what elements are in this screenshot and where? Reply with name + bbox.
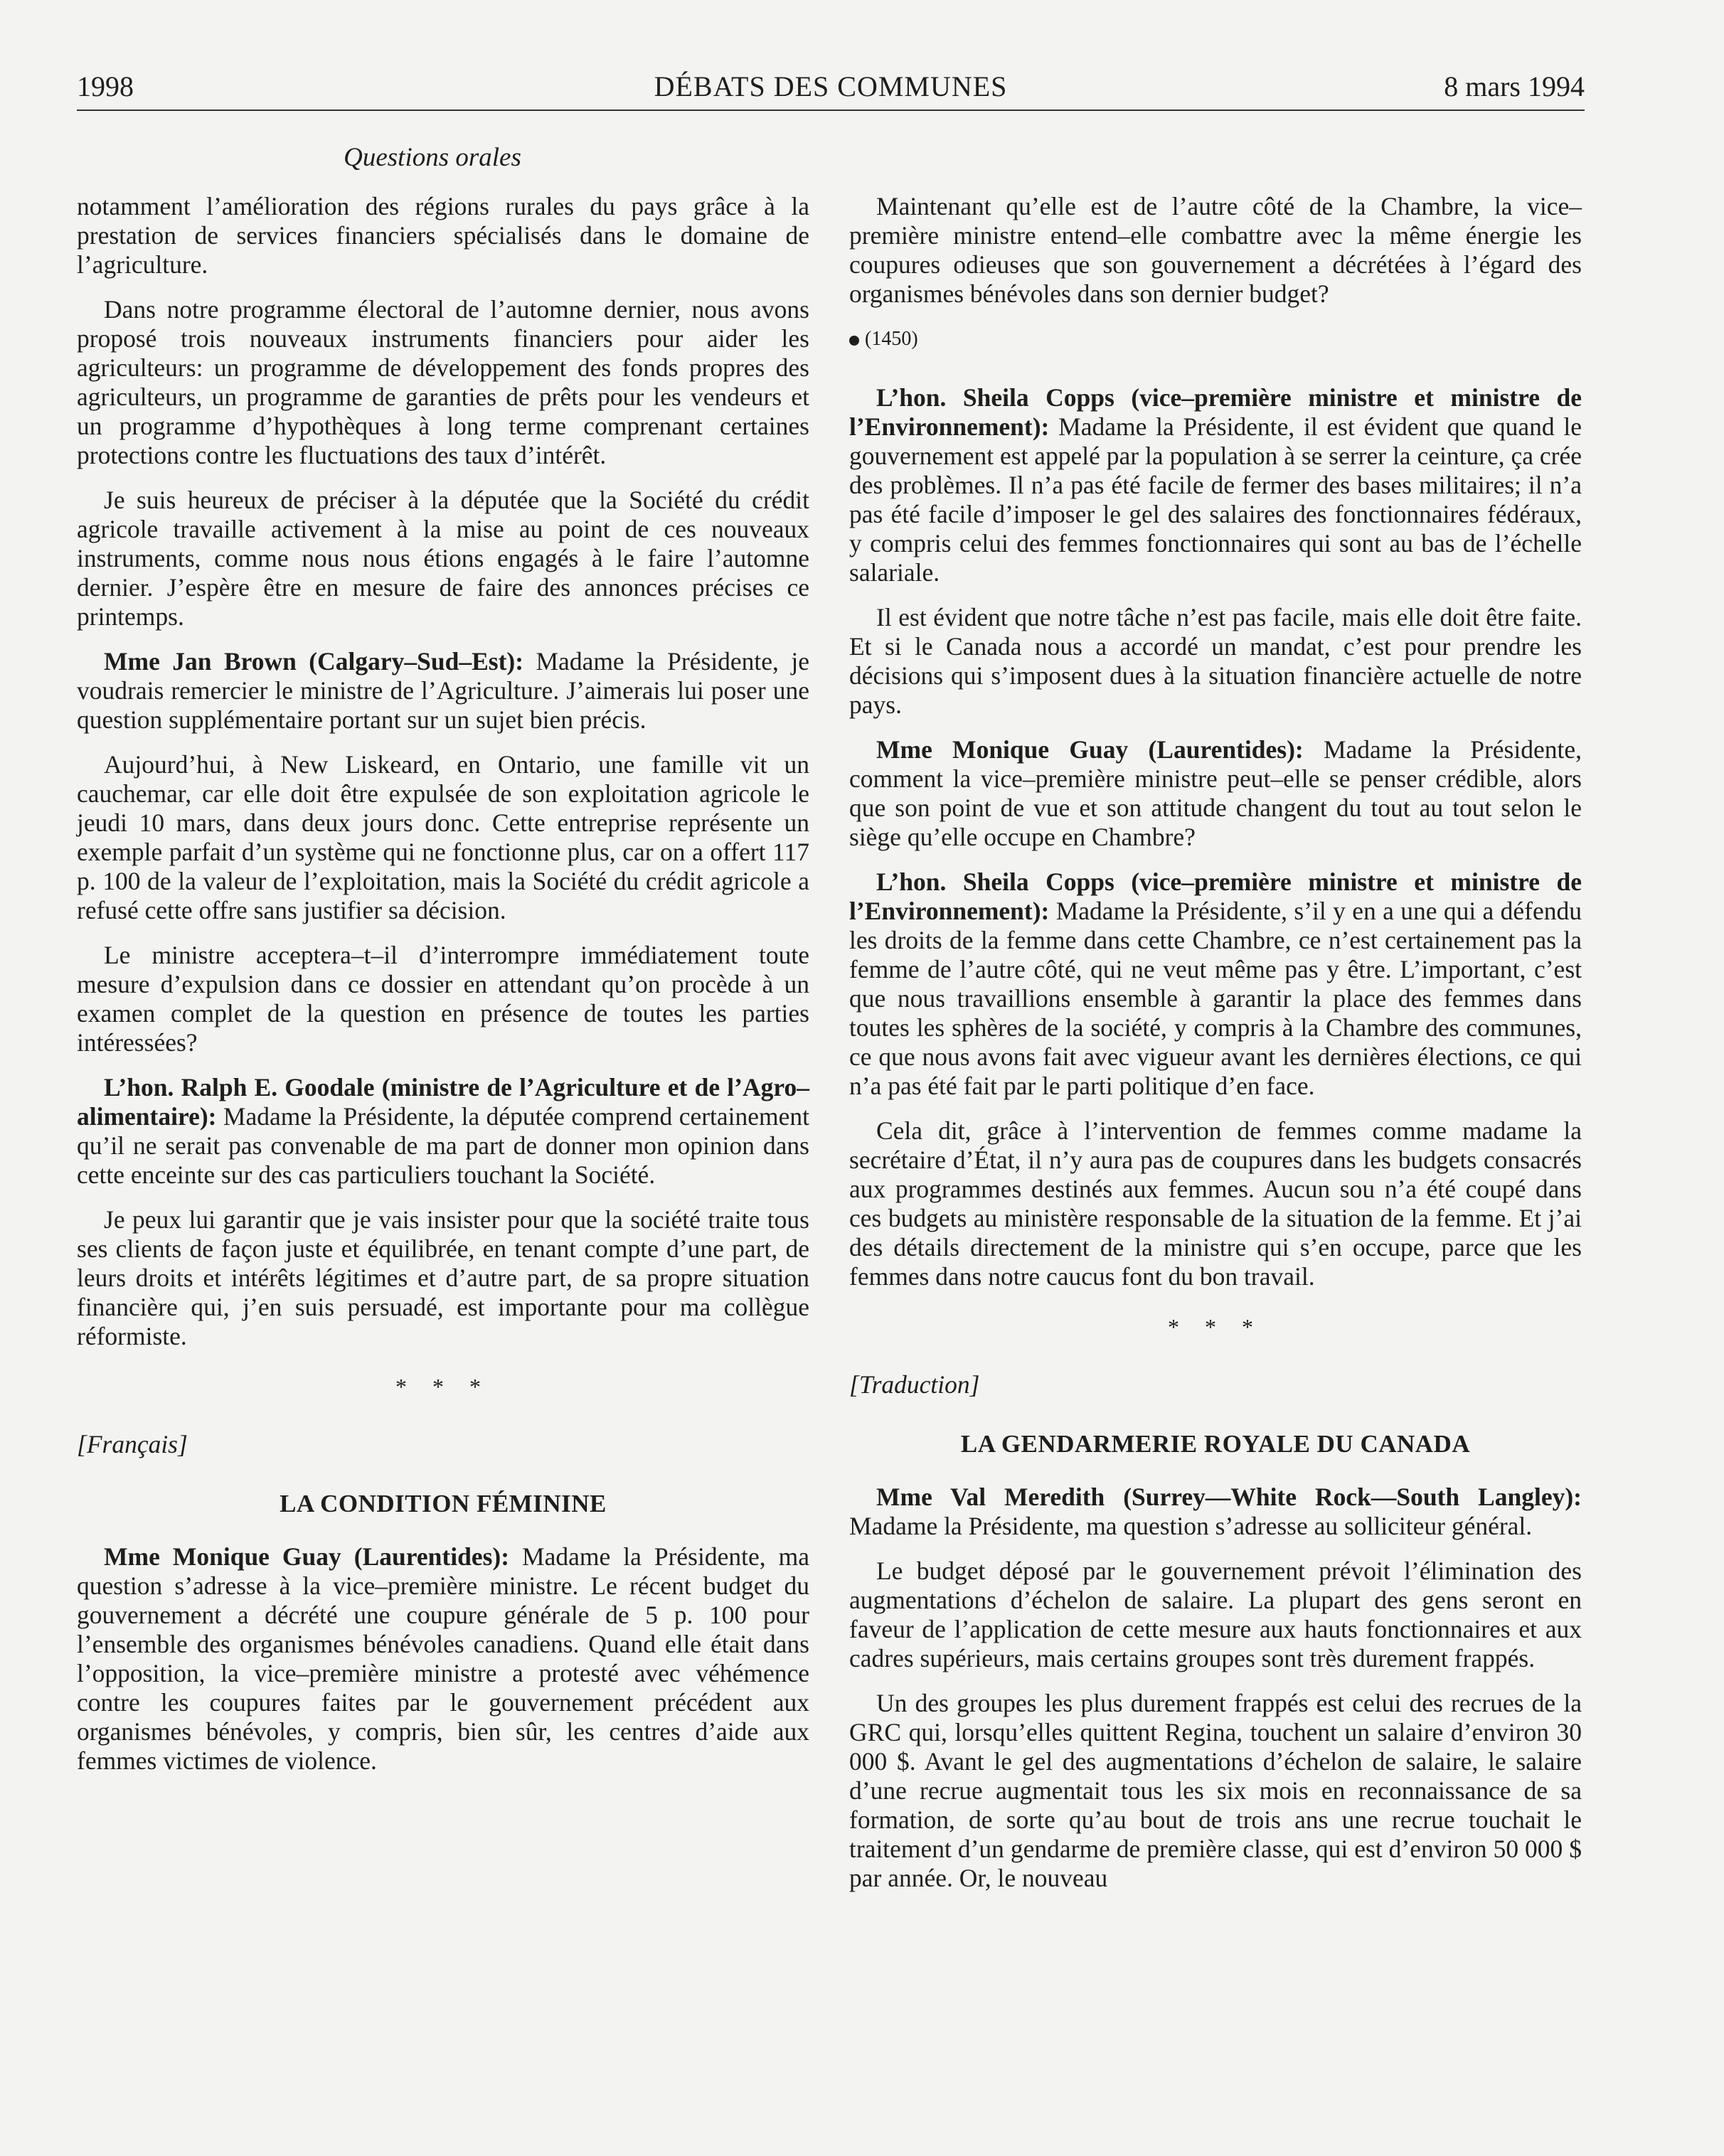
speaker-name: L’hon. Sheila Copps (vice–première ministre et ministre de l’Environnement): [849,383,1582,441]
paragraph: Aujourd’hui, à New Liskeard, en Ontario, une famille vit un cauchemar, car elle doit être expulsée de son exploitation agricole le jeudi 10 mars, dans deux jours donc. Cette entreprise représente un exemple parfait d’un système qui ne fonctionne plus, car on a offert 117 p. 100 de la valeur de l’exploitation, mais la Société du crédit agricole a refusé cette offre sans justifier sa décision. [77,750,809,924]
speech-paragraph [849,735,1582,852]
section-label: Questions orales [344,143,521,172]
speech-text: Madame la Présidente, la députée comprend certainement qu’il ne serait pas convenable de ma part de donner mon opinion dans cette enceinte sur des cas particuliers touchant la Société. [77,1102,809,1189]
speech-text: Madame la Présidente, s’il y en a une qui a défendu les droits de la femme dans cette Chambre, ce n’est certainement pas la femme de l’autre côté, qui ne veut même pas y être. L’important, c’est que nous travaillions ensemble à garantir la place des femmes dans toutes les sphères de la société, y compris à la Chambre des communes, ce que nous avons fait avec vigueur avant les dernières élections, ce qui n’a pas été fait par le parti politique d’en face. [849,897,1582,1100]
speaker-name: Mme Monique Guay (Laurentides): [876,735,1304,764]
paragraph: Je suis heureux de préciser à la députée que la Société du crédit agricole travaille activement à la mise au point de ces nouveaux instruments, comme nous nous étions engagés à le faire l’automne dernier. J’espère être en mesure de faire des annonces précises ce printemps. [77,486,809,631]
paragraph: Le budget déposé par le gouvernement prévoit l’élimination des augmentations d’échelon de salaire. La plupart des gens seront en faveur de l’application de cette mesure aux hauts fonctionnaires et aux cadres supérieurs, mais certains groupes sont très durement frappés. [849,1557,1582,1672]
speaker-name: L’hon. Sheila Copps (vice–première ministre et ministre de l’Environnement): [849,868,1582,925]
section-divider: * * * [1168,1314,1263,1340]
language-note: [Traduction] [849,1370,980,1399]
paragraph: Je peux lui garantir que je vais insister pour que la société traite tous ses clients de façon juste et équilibrée, en tenant compte d’une part, de leurs droits et intérêts légitimes et d’autre part, de sa propre situation financière qui, j’en suis persuadé, est importante pour ma collègue réformiste. [77,1205,809,1350]
speaker-name: Mme Jan Brown (Calgary–Sud–Est): [104,647,524,676]
speech-text: Madame la Présidente, ma question s’adresse au solliciteur général. [849,1512,1533,1540]
paragraph: notamment l’amélioration des régions rurales du pays grâce à la prestation de services financiers spécialisés dans le domaine de l’agriculture. [77,192,809,279]
section-heading: LA GENDARMERIE ROYALE DU CANADA [960,1430,1471,1458]
speech-text: Madame la Présidente, il est évident que quand le gouvernement est appelé par la population à se serrer la ceinture, ça crée des problèmes. Il n’a pas été facile de fermer des bases militaires; il n’a pas été facile d’imposer le gel des salaires des fonctionnaires fédéraux, y compris celui des femmes fonctionnaires qui sont au bas de l’échelle salariale. [849,412,1582,587]
timestamp [849,324,1582,353]
paragraph: Dans notre programme électoral de l’automne dernier, nous avons proposé trois nouveaux instruments financiers pour aider les agriculteurs: un programme de développement des fonds propres des agriculteurs, un programme de garanties de prêts pour les vendeurs et un programme d’hypothèques à long terme comprenant certaines protections contre les fluctuations des taux d’intérêt. [77,295,809,469]
speech-paragraph [849,383,1582,587]
language-note: [Français] [77,1430,188,1458]
paragraph: Il est évident que notre tâche n’est pas facile, mais elle doit être faite. Et si le Canada nous a accordé un mandat, c’est pour prendre les décisions qui s’imposent dues à la situation financière actuelle de notre pays. [849,603,1582,719]
speaker-name: L’hon. Ralph E. Goodale (ministre de l’Agriculture et de l’Agro–alimentaire): [77,1073,809,1131]
paragraph: Maintenant qu’elle est de l’autre côté de la Chambre, la vice–première ministre entend–elle combattre avec la même énergie les coupures odieuses que son gouvernement a décrétées à l’égard des organismes bénévoles dans son dernier budget? [849,192,1582,308]
speech-paragraph [77,1542,809,1776]
paragraph: Le ministre acceptera–t–il d’interrompre immédiatement toute mesure d’expulsion dans ce dossier en attendant qu’on procède à un examen complet de la question en présence de toutes les parties intéressées? [77,941,809,1057]
speech-text: Madame la Présidente, ma question s’adresse à la vice–première ministre. Le récent budget du gouvernement a décrété une coupure générale de 5 p. 100 pour l’ensemble des organismes bénévoles canadiens. Quand elle était dans l’opposition, la vice–première ministre a protesté avec véhémence contre les coupures faites par le gouvernement précédent aux organismes bénévoles, y compris, bien sûr, les centres d’aide aux femmes victimes de violence. [77,1542,809,1775]
page-number: 1998 [77,70,134,102]
publication-title: DÉBATS DES COMMUNES [654,70,1008,102]
paragraph: Cela dit, grâce à l’intervention de femmes comme madame la secrétaire d’État, il n’y aura pas de coupures dans les budgets consacrés aux programmes destinés aux femmes. Aucun sou n’a été coupé dans ces budgets au ministère responsable de la situation de la femme. Et j’ai des détails directement de la ministre qui s’en occupe, parce que les femmes dans notre caucus font du bon travail. [849,1116,1582,1291]
right-column [849,192,1582,1909]
section-divider: * * * [395,1374,491,1399]
running-header [77,67,1585,111]
paragraph: Un des groupes les plus durement frappés est celui des recrues de la GRC qui, lorsqu’elles quittent Regina, touchent un salaire d’environ 30 000 $. Avant le gel des augmentations d’échelon de salaire, le salaire d’une recrue augmentait tous les six mois en reconnaissance de sa formation, de sorte qu’au bout de trois ans une recrue touchait le traitement d’un gendarme de première classe, qui est d’environ 50 000 $ par année. Or, le nouveau [849,1689,1582,1892]
section-heading: LA CONDITION FÉMININE [280,1490,607,1517]
speaker-name: Mme Val Meredith (Surrey—White Rock—South Langley): [876,1483,1582,1511]
speech-text: Madame la Présidente, je voudrais remercier le ministre de l’Agriculture. J’aimerais lui poser une question supplémentaire portant sur un sujet bien précis. [77,647,809,734]
speech-paragraph [77,647,809,735]
speaker-name: Mme Monique Guay (Laurentides): [104,1542,510,1571]
left-column [77,192,809,1791]
speech-paragraph [849,1483,1582,1541]
speech-paragraph [77,1073,809,1190]
speech-paragraph [849,868,1582,1101]
bullet-icon [849,336,859,346]
timestamp-text: (1450) [865,328,918,350]
speech-text: Madame la Présidente, comment la vice–première ministre peut–elle se penser crédible, alors que son point de vue et son attitude changent du tout au tout selon le siège qu’elle occupe en Chambre? [849,735,1582,851]
issue-date: 8 mars 1994 [1444,70,1585,102]
